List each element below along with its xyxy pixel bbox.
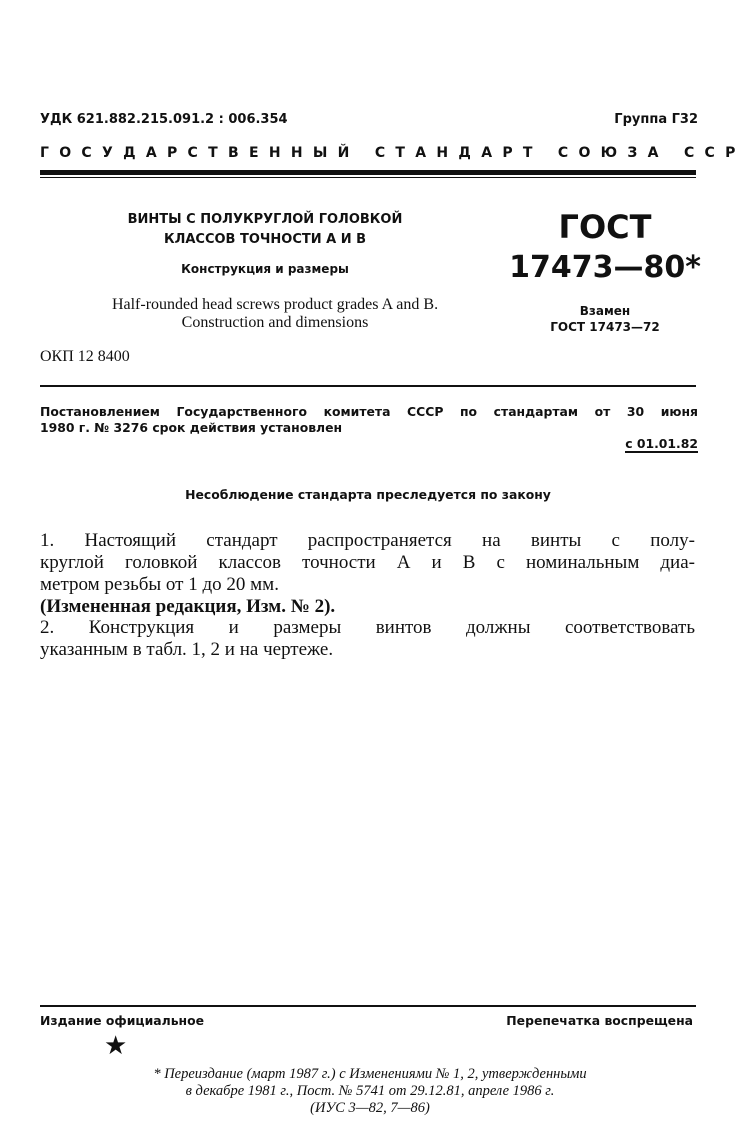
decree-line2: 1980 г. № 3276 срок действия установлен (40, 420, 343, 435)
reissue-footnote (60, 1066, 680, 1117)
para1-line1: 1. Настоящий стандарт распространяется на винты с полу- (40, 530, 695, 551)
title-en-line2: Construction and dimensions (181, 314, 369, 331)
gost-word: ГОСТ (558, 208, 652, 246)
para2-line2: указанным в табл. 1, 2 и на чертеже. (40, 639, 334, 660)
replaces-block (520, 303, 690, 335)
para1-line2: круглой головкой классов точности А и В с номинальным диа- (40, 552, 695, 573)
udk-code: УДК 621.882.215.091.2 : 006.354 (40, 112, 288, 127)
para1-line3: метром резьбы от 1 до 20 мм. (40, 574, 279, 595)
title-en (40, 296, 510, 332)
gost-number: 17473—80* (509, 250, 701, 285)
replaces-label: Взамен (579, 304, 631, 318)
title-ru-line2: КЛАССОВ ТОЧНОСТИ А И В (163, 232, 367, 247)
okp-code: ОКП 12 8400 (40, 348, 130, 365)
middle-rule (40, 385, 696, 387)
official-edition: Издание официальное (40, 1013, 205, 1028)
title-ru-subtitle: Конструкция и размеры (181, 262, 349, 276)
header-rule-thick (40, 170, 696, 175)
footer-rule (40, 1005, 696, 1007)
title-en-line1: Half-rounded head screws product grades A and B. (111, 296, 439, 313)
footnote-line3: (ИУС 3—82, 7—86) (310, 1100, 430, 1116)
law-notice: Несоблюдение стандарта преследуется по закону (185, 487, 551, 502)
title-ru-line1: ВИНТЫ С ПОЛУКРУГЛОЙ ГОЛОВКОЙ (127, 212, 403, 227)
decree-line1: Постановлением Государственного комитета СССР по стандартам от 30 июня (40, 404, 698, 419)
standard-banner: ГОСУДАРСТВЕННЫЙ СТАНДАРТ СОЮЗА ССР (40, 145, 746, 161)
header-rule-thin (40, 177, 696, 178)
group-code: Группа Г32 (614, 112, 698, 127)
star-icon: ★ (104, 1031, 128, 1061)
para1-amendment: (Измененная редакция, Изм. № 2). (40, 596, 336, 617)
effective-date-value: с 01.01.82 (625, 436, 698, 451)
para2-line1: 2. Конструкция и размеры винтов должны соответствовать (40, 617, 695, 638)
footnote-line1: * Переиздание (март 1987 г.) с Изменениями № 1, 2, утвержденными (153, 1066, 587, 1082)
effective-date (625, 436, 698, 451)
replaces-value: ГОСТ 17473—72 (550, 320, 660, 334)
reprint-prohibited: Перепечатка воспрещена (506, 1013, 693, 1028)
footnote-line2: в декабре 1981 г., Пост. № 5741 от 29.12.81, апреле 1986 г. (185, 1083, 555, 1099)
